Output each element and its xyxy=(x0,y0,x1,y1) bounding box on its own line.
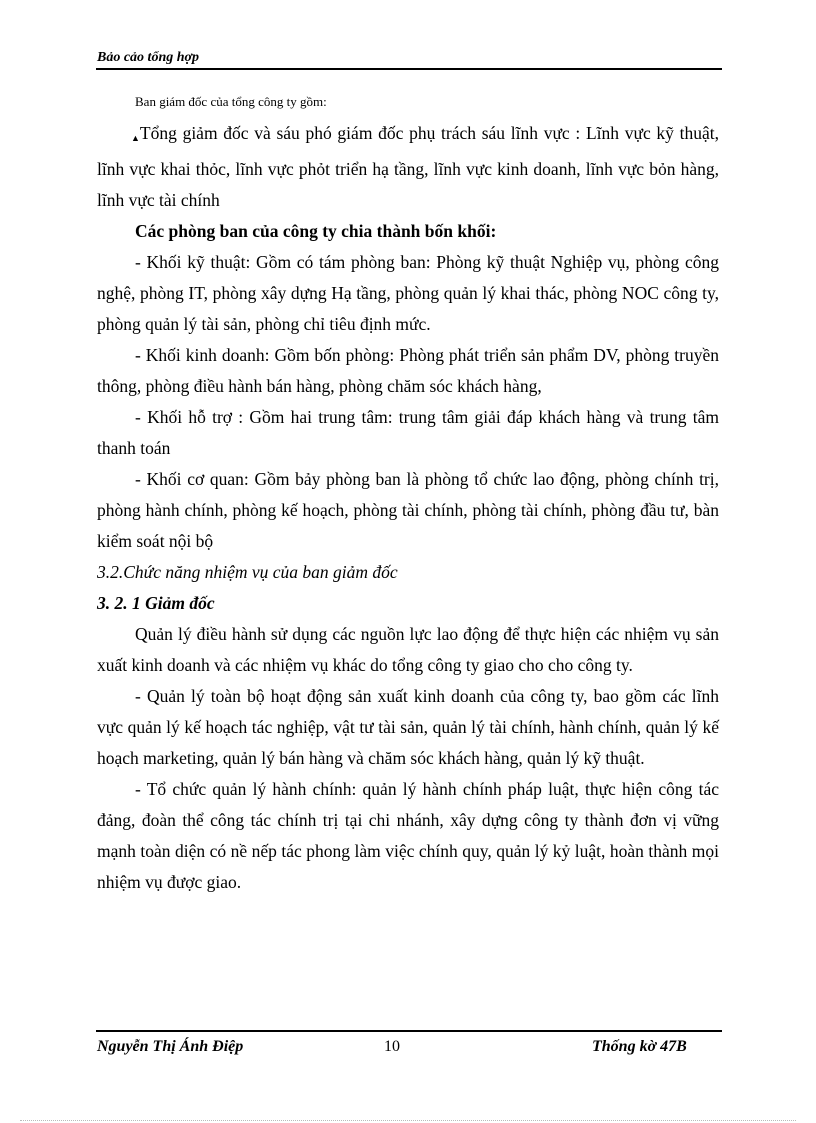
page-header-title: Bảo cảo tổng hợp xyxy=(97,50,200,65)
triangle-marker-icon: ▲ xyxy=(131,133,140,143)
paragraph-director-duties: Quản lý điều hành sử dụng các nguồn lực lao động để thực hiện các nhiệm vụ sản xuất kinh doanh và các nhiệm vụ khác do tổng công ty giao cho cho công ty. xyxy=(97,624,719,675)
footer-class: Thống kờ 47B xyxy=(592,1038,687,1055)
header-rule xyxy=(96,68,722,70)
section-heading-3-2: 3.2.Chức năng nhiệm vụ của ban giảm đốc xyxy=(97,562,398,582)
section-heading-3-2-1: 3. 2. 1 Giảm đốc xyxy=(97,593,215,613)
paragraph-support-block: - Khối hỗ trợ : Gồm hai trung tâm: trung tâm giải đáp khách hàng và trung tâm thanh toán xyxy=(97,407,719,458)
footer-rule xyxy=(96,1030,722,1032)
paragraph-agency-block: - Khối cơ quan: Gồm bảy phòng ban là phòng tổ chức lao động, phòng chính trị, phòng hành chính, phòng kế hoạch, phòng tài chính, phòng tài chính, phòng đầu tư, bàn kiểm soát nội bộ xyxy=(97,469,719,551)
document-body xyxy=(97,92,719,898)
paragraph-management-text: Tổng giảm đốc và sáu phó giám đốc phụ trách sáu lĩnh vực : Lĩnh vực kỹ thuật, lĩnh vực khai thỏc, lĩnh vực phỏt triển hạ tầng, lĩnh vực kinh doanh, lĩnh vực bỏn hàng, lĩnh vực tài chính xyxy=(97,123,719,210)
paragraph-administration: - Tổ chức quản lý hành chính: quản lý hành chính pháp luật, thực hiện công tác đảng, đoàn thể công tác chính trị tại chi nhánh, xây dựng công ty thành đơn vị vững mạnh toàn diện có nề nếp tác phong làm việc chính quy, quản lý kỷ luật, hoàn thành mọi nhiệm vụ được giao. xyxy=(97,779,719,892)
paragraph-management xyxy=(97,118,719,216)
page-bottom-border xyxy=(20,1120,796,1121)
footer-author: Nguyễn Thị Ánh Điệp xyxy=(97,1038,244,1055)
intro-line: Ban giám đốc của tổng công ty gồm: xyxy=(135,94,327,109)
paragraph-business-block: - Khối kinh doanh: Gồm bốn phòng: Phòng phát triển sản phẩm DV, phòng truyền thông, phòng điều hành bán hàng, phòng chăm sóc khách hàng, xyxy=(97,345,719,396)
paragraph-technical-block: - Khối kỹ thuật: Gồm có tám phòng ban: Phòng kỹ thuật Nghiệp vụ, phòng công nghệ, phòng IT, phòng xây dựng Hạ tầng, phòng quản lý khai thác, phòng NOC công ty, phòng quản lý tài sản, phòng chỉ tiêu định mức. xyxy=(97,252,719,334)
paragraph-operations: - Quản lý toàn bộ hoạt động sản xuất kinh doanh của công ty, bao gồm các lĩnh vực quản lý kế hoạch tác nghiệp, vật tư tài sản, quản lý tài chính, hành chính, quản lý kế hoạch marketing, quản lý bán hàng và chăm sóc khách hàng, quản lý kỹ thuật. xyxy=(97,686,719,768)
page-number: 10 xyxy=(384,1038,400,1055)
section-heading-departments: Các phòng ban của công ty chia thành bốn khối: xyxy=(135,221,497,241)
